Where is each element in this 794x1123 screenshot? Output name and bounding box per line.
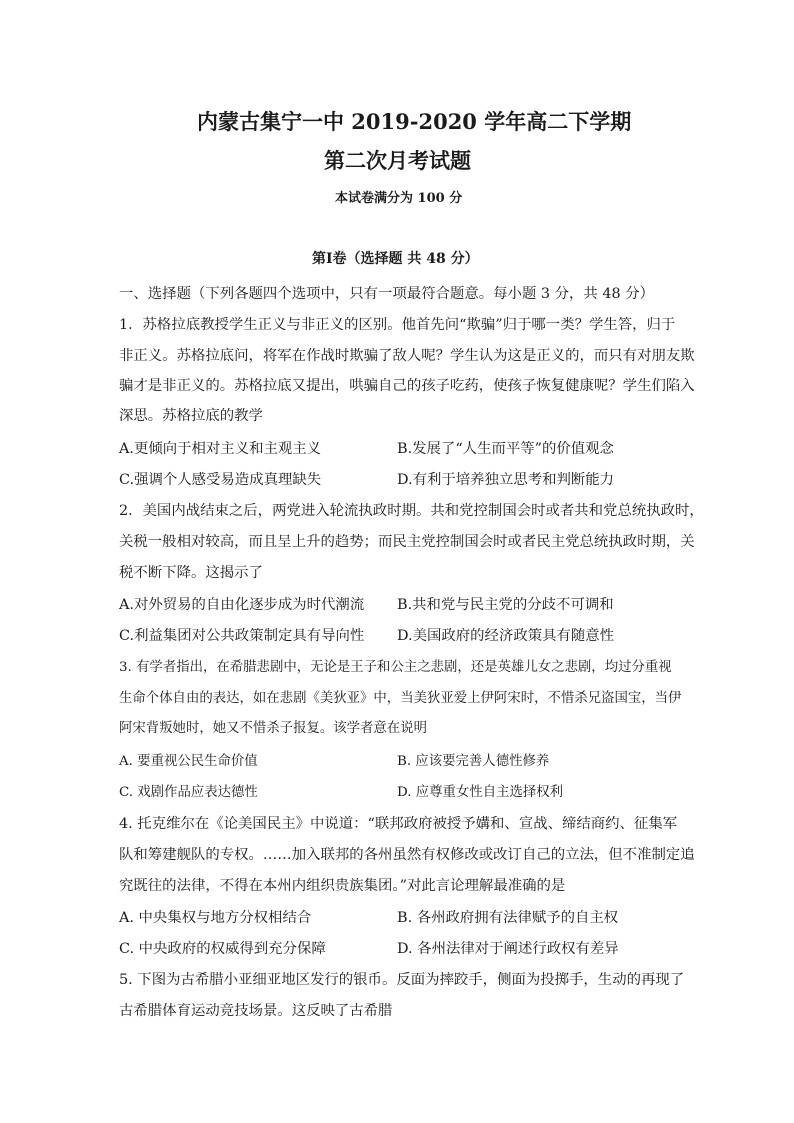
question-text-line: 非正义。苏格拉底问，将军在作战时欺骗了敌人呢？学生认为这是正义的，而只有对朋友欺 <box>119 348 695 364</box>
question-text-line: 4. 托克维尔在《论美国民主》中说道：“联邦政府被授予媾和、宣战、缔结商约、征集军 <box>119 816 678 832</box>
option-d: D. 应尊重女性自主选择权利 <box>397 785 564 800</box>
section-title: 第Ⅰ卷（选择题 共 48 分） <box>312 251 479 267</box>
question-text-line: 关税一般相对较高，而且呈上升的趋势；而民主党控制国会时或者民主党总统执政时期，关 <box>119 534 695 550</box>
question-text-line: 究既往的法律，不得在本州内组织贵族集团。”对此言论理解最准确的是 <box>119 878 566 894</box>
exam-title: 内蒙古集宁一中 2019-2020 学年高二下学期 <box>197 109 632 134</box>
option-d: D. 各州法律对于阐述行政权有差异 <box>397 941 619 957</box>
question-text-line: 骗才是非正义的。苏格拉底又提出，哄骗自己的孩子吃药，使孩子恢复健康呢？学生们陷入 <box>119 378 695 394</box>
option-c: C. 戏剧作品应表达德性 <box>119 785 258 800</box>
option-b: B. 各州政府拥有法律赋予的自主权 <box>397 910 619 926</box>
option-c: C.强调个人感受易造成真理缺失 <box>119 472 322 488</box>
question-text-line: 生命个体自由的表达，如在悲剧《美狄亚》中，当美狄亚爱上伊阿宋时，不惜杀兄盗国宝，当伊 <box>119 691 682 706</box>
option-c: C.利益集团对公共政策制定具有导向性 <box>119 628 365 644</box>
option-b: B.共和党与民主党的分歧不可调和 <box>397 597 614 613</box>
question-text-line: 5. 下图为古希腊小亚细亚地区发行的银币。反面为摔跤手，侧面为投掷手，生动的再现了 <box>119 972 685 988</box>
option-a: A.对外贸易的自由化逐步成为时代潮流 <box>119 597 365 613</box>
option-d: D.美国政府的经济政策具有随意性 <box>397 628 615 644</box>
exam-subtitle: 第二次月考试题 <box>324 148 471 173</box>
question-text-line: 3. 有学者指出，在希腊悲剧中，无论是王子和公主之悲剧，还是英雄儿女之悲剧，均过分重视 <box>119 660 672 675</box>
question-text-line: 队和筹建舰队的专权。……加入联邦的各州虽然有权修改或改订自己的立法，但不准制定追 <box>119 847 695 863</box>
question-text-line: 阿宋背叛她时，她又不惜杀子报复。该学者意在说明 <box>119 721 427 736</box>
question-text-line: 深思。苏格拉底的教学 <box>119 408 263 424</box>
question-text-line: 1．苏格拉底教授学生正义与非正义的区别。他首先问“欺骗”归于哪一类？学生答，归于 <box>119 317 676 333</box>
full-score-note: 本试卷满分为 100 分 <box>335 191 463 206</box>
option-c: C. 中央政府的权威得到充分保障 <box>119 941 326 957</box>
option-d: D.有利于培养独立思考和判断能力 <box>397 472 615 488</box>
option-b: B.发展了“人生而平等”的价值观念 <box>397 441 614 457</box>
option-b: B. 应该要完善人德性修养 <box>397 754 550 769</box>
question-text-line: 2．美国内战结束之后，两党进入轮流执政时期。共和党控制国会时或者共和党总统执政时， <box>119 503 704 519</box>
question-text-line: 税不断下降。这揭示了 <box>119 565 263 581</box>
option-a: A. 中央集权与地方分权相结合 <box>119 910 312 926</box>
option-a: A.更倾向于相对主义和主观主义 <box>119 441 322 457</box>
section-instruction: 一、选择题（下列各题四个选项中，只有一项最符合题意。每小题 3 分，共 48 分） <box>119 286 655 302</box>
option-a: A. 要重视公民生命价值 <box>119 754 258 769</box>
question-text-line: 古希腊体育运动竞技场景。这反映了古希腊 <box>119 1003 393 1019</box>
